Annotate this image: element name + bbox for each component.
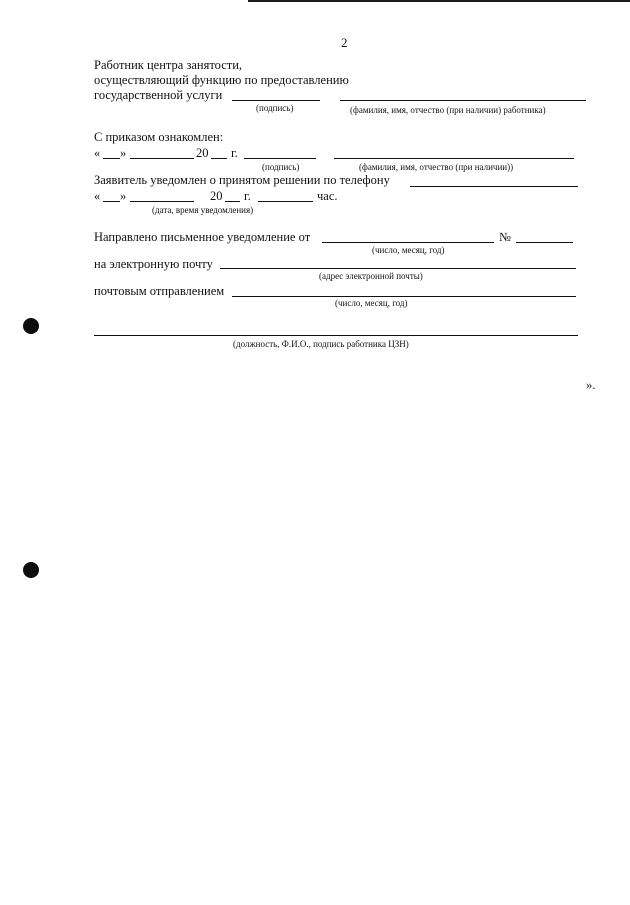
phone-datetime-caption: (дата, время уведомления) — [152, 205, 254, 215]
worker-name-line — [340, 100, 586, 101]
order-year-line — [211, 158, 227, 159]
phone-quote-open: « — [94, 189, 101, 203]
punch-hole-bottom — [23, 562, 39, 578]
email-label: на электронную почту — [94, 257, 213, 271]
worker-name-caption: (фамилия, имя, отчество (при наличии) работника) — [350, 105, 546, 115]
post-label: почтовым отправлением — [94, 284, 225, 298]
order-year-suffix: г. — [231, 146, 238, 160]
written-notice-label: Направлено письменное уведомление от — [94, 230, 311, 244]
post-date-caption: (число, месяц, год) — [335, 298, 408, 308]
order-acknowledged-label: С приказом ознакомлен: — [94, 130, 224, 144]
worker-label-line1: Работник центра занятости, — [94, 58, 243, 72]
phone-notified-label: Заявитель уведомлен о принятом решении по телефону — [94, 173, 390, 187]
email-address-caption: (адрес электронной почты) — [319, 271, 423, 281]
order-year-prefix: 20 — [196, 146, 209, 160]
post-date-line — [232, 296, 576, 297]
phone-year-suffix: г. — [244, 189, 251, 203]
phone-time-line — [258, 201, 313, 202]
phone-quote-close: » — [120, 189, 127, 203]
order-month-line — [130, 158, 194, 159]
phone-hour-label: час. — [317, 189, 338, 203]
phone-number-line — [410, 186, 578, 187]
phone-day-line — [103, 201, 120, 202]
official-signature-line — [94, 335, 578, 336]
order-signature-caption: (подпись) — [262, 162, 300, 172]
worker-signature-caption: (подпись) — [256, 103, 294, 113]
written-date-line — [322, 242, 494, 243]
email-address-line — [220, 268, 576, 269]
worker-signature-line — [232, 100, 320, 101]
order-name-caption: (фамилия, имя, отчество (при наличии)) — [359, 162, 514, 172]
order-quote-close: » — [120, 146, 127, 160]
order-name-line — [334, 158, 574, 159]
punch-hole-top — [23, 318, 39, 334]
written-number-line — [516, 242, 573, 243]
scan-top-edge-line — [248, 0, 630, 2]
worker-label-line2: осуществляющий функцию по предоставлению — [94, 73, 349, 87]
phone-year-line — [225, 201, 240, 202]
order-quote-open: « — [94, 146, 101, 160]
order-signature-line — [244, 158, 316, 159]
order-day-line — [103, 158, 120, 159]
official-signature-caption: (должность, Ф.И.О., подпись работника ЦЗН) — [233, 339, 409, 349]
worker-label-line3: государственной услуги — [94, 88, 223, 102]
closing-quote-mark: ». — [586, 378, 596, 392]
phone-month-line — [130, 201, 194, 202]
number-sign: № — [499, 230, 511, 244]
page-number: 2 — [341, 35, 348, 50]
phone-year-prefix: 20 — [210, 189, 223, 203]
written-date-caption: (число, месяц, год) — [372, 245, 445, 255]
